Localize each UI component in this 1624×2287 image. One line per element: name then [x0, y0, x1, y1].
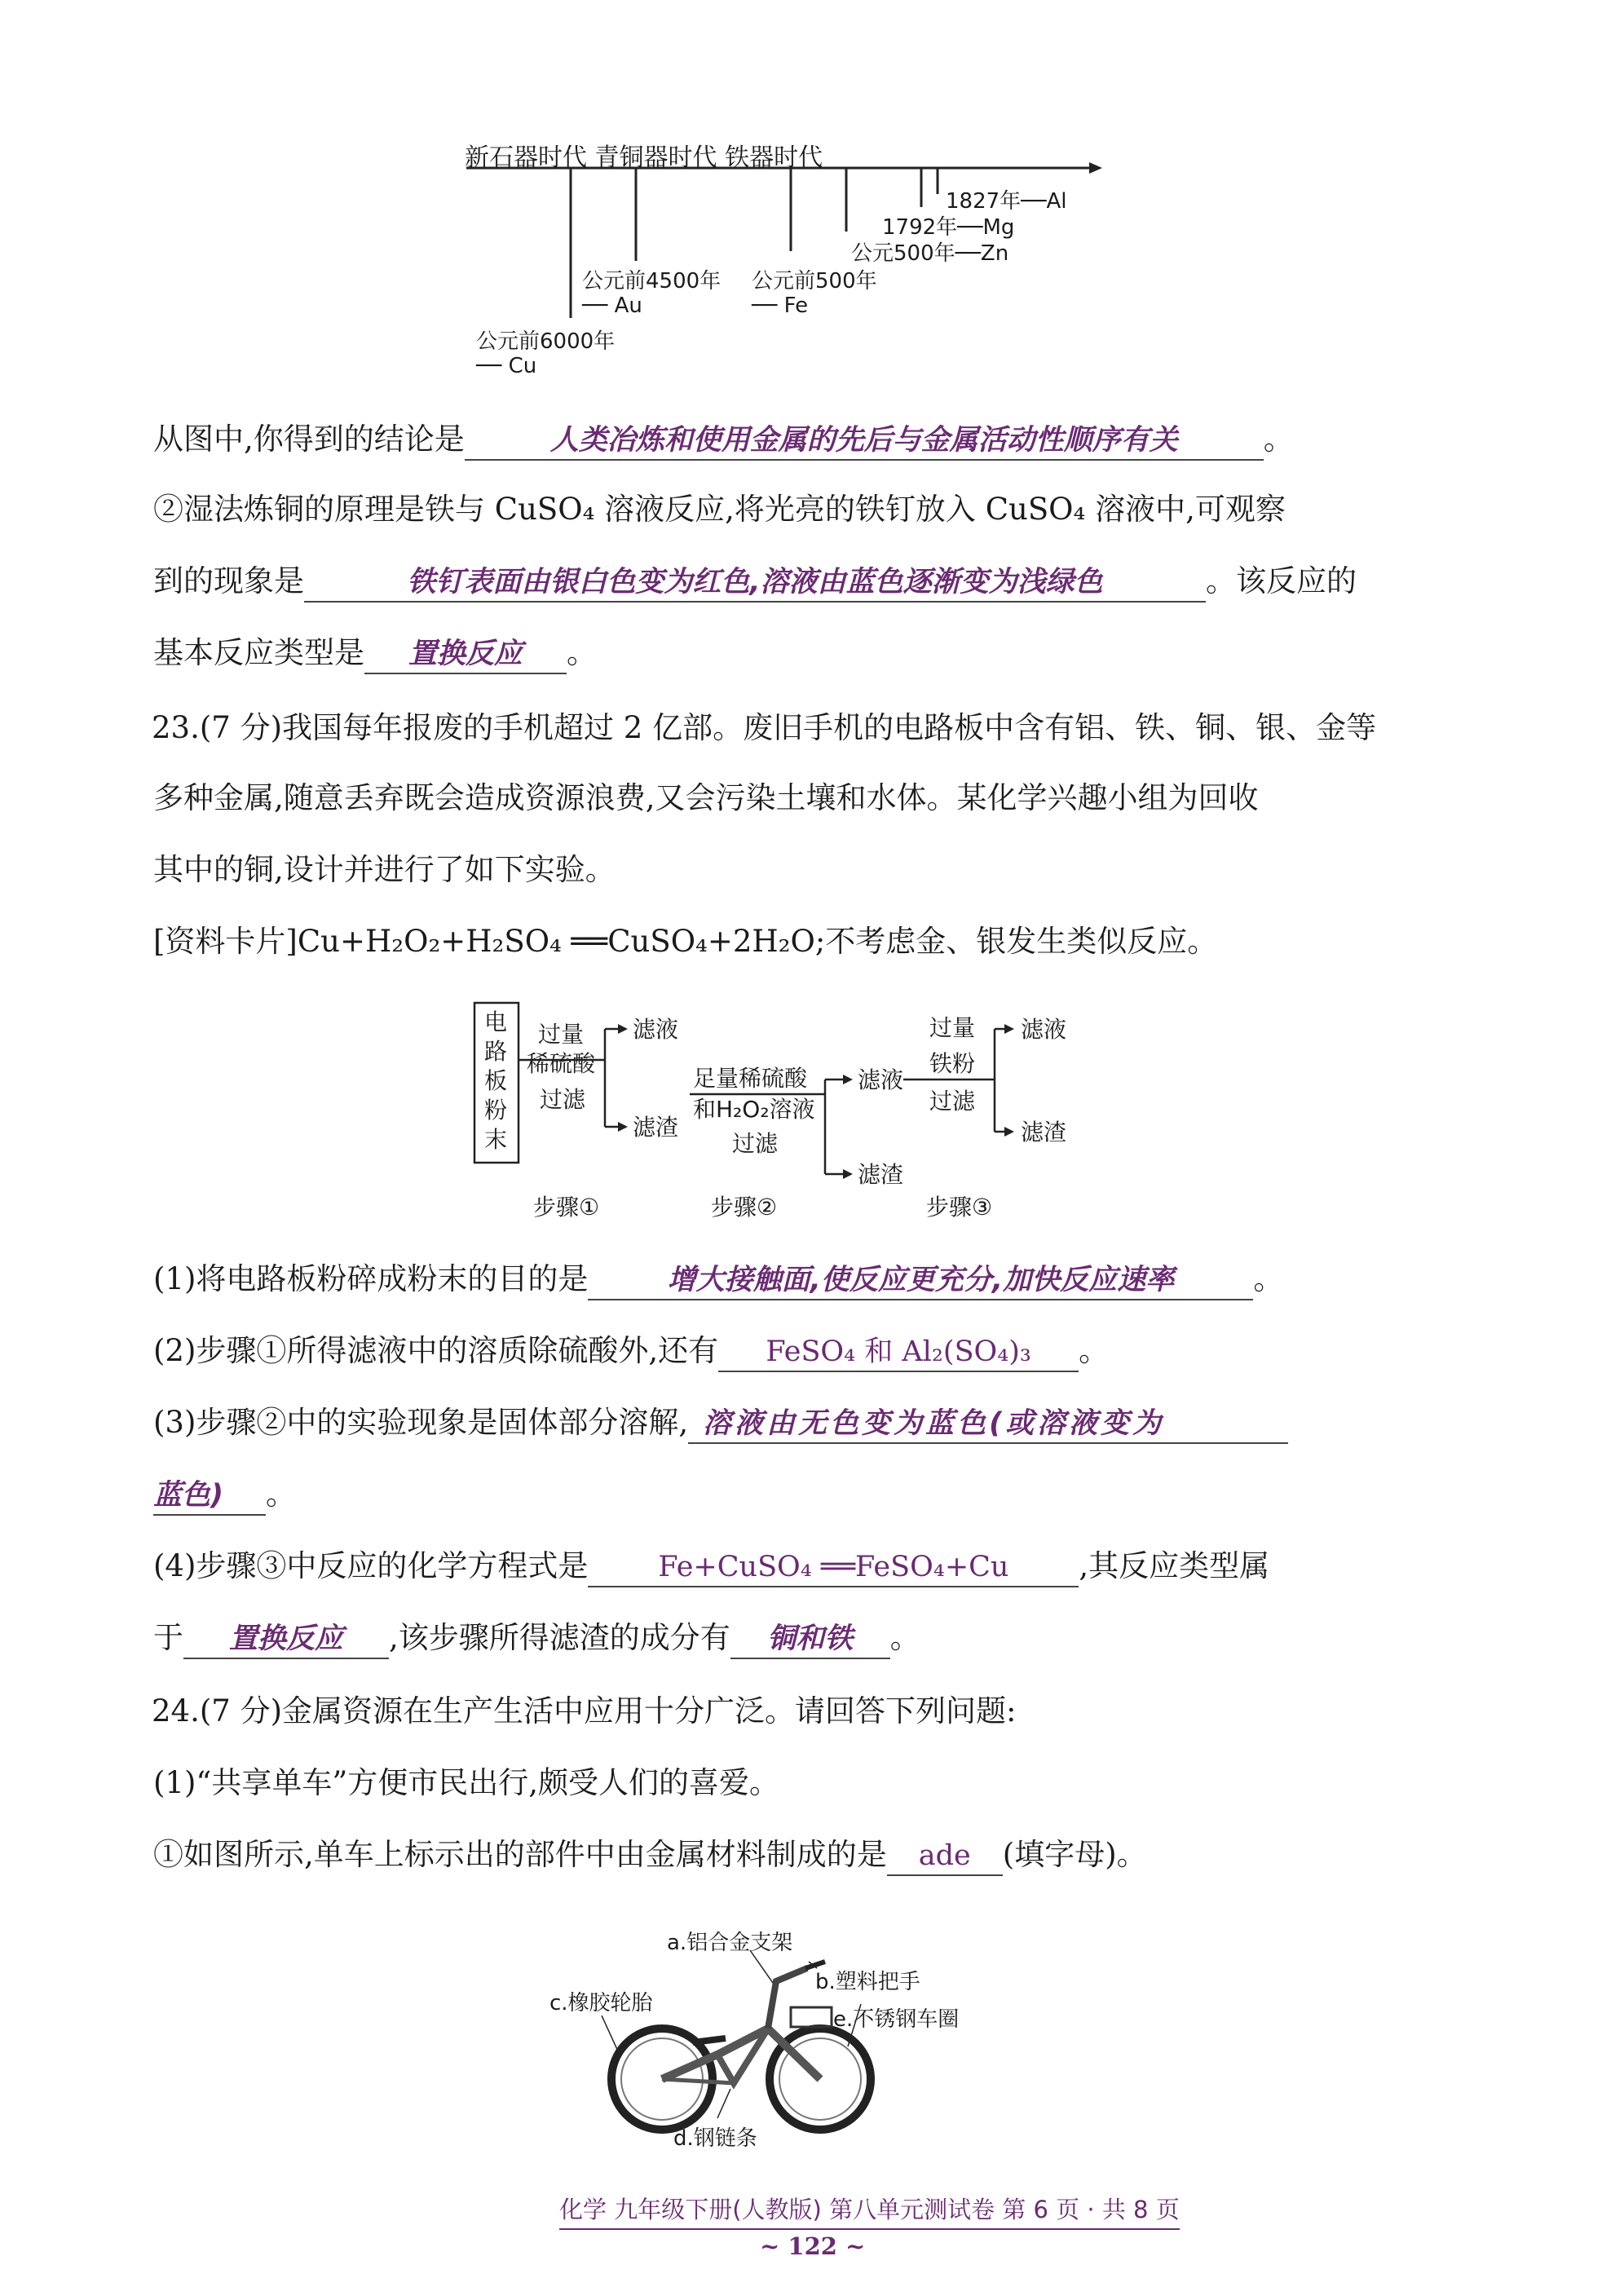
flow-step2-label: 步骤②: [711, 1194, 778, 1221]
answer-reaction-type-2: 置换反应: [183, 1620, 389, 1659]
q23-part3: (3)步骤②中的实验现象是固体部分溶解, 溶液由无色变为蓝色(或溶液变为: [153, 1402, 1288, 1444]
flow-s2-reagent1: 足量稀硫酸: [693, 1065, 808, 1092]
page-number: ~ 122 ~: [760, 2232, 866, 2260]
flow-start-circuit-board: 电路板粉末: [484, 1009, 508, 1153]
flow-residue1: 滤渣: [633, 1114, 679, 1141]
q23-part2: (2)步骤①所得滤液中的溶质除硫酸外,还有 FeSO₄ 和 Al₂(SO₄)₃ 。: [153, 1331, 1109, 1372]
answer-conclusion: 人类冶炼和使用金属的先后与金属活动性顺序有关: [465, 422, 1264, 461]
flow-step1-label: 步骤①: [533, 1194, 600, 1221]
label-cu-year: 公元前6000年: [476, 329, 616, 354]
flow-s2-filter: 过滤: [732, 1130, 779, 1157]
label-mg: 1792年──Mg: [882, 215, 1015, 240]
q22-part2-line1: ②湿法炼铜的原理是铁与 CuSO₄ 溶液反应,将光亮的铁钉放入 CuSO₄ 溶液中,可观察: [153, 492, 1286, 527]
label-fe-year: 公元前500年: [752, 269, 877, 294]
flow-residue2: 滤渣: [858, 1161, 904, 1188]
answer-residue-components: 铜和铁: [730, 1620, 890, 1659]
label-au-year: 公元前4500年: [582, 269, 722, 294]
flow-s3-reagent2: 铁粉: [929, 1050, 976, 1077]
q22-part3: 基本反应类型是 置换反应 。: [153, 633, 597, 674]
page-footer: 化学 九年级下册(人教版) 第八单元测试卷 第 6 页 · 共 8 页: [559, 2192, 1180, 2230]
label-fe: ── Fe: [752, 294, 809, 318]
label-au: ── Au: [582, 294, 642, 318]
q23-part3-continued: 蓝色) 。: [153, 1474, 296, 1516]
label-al: 1827年──Al: [946, 189, 1067, 214]
answer-step2-phenomenon: 溶液由无色变为蓝色(或溶液变为: [688, 1405, 1288, 1444]
bike-label-tire: c.橡胶轮胎: [549, 1991, 653, 2015]
label-cu: ── Cu: [476, 354, 537, 378]
answer-equation: Fe+CuSO₄ ══FeSO₄+Cu: [588, 1548, 1079, 1587]
bike-label-chain: d.钢链条: [673, 2126, 757, 2151]
q24-part1: (1)“共享单车”方便市民出行,颇受人们的喜爱。: [153, 1765, 780, 1800]
flow-filtrate1: 滤液: [633, 1016, 679, 1043]
q22-part2-line2: 到的现象是 铁钉表面由银白色变为红色,溶液由蓝色逐渐变为浅绿色 。该反应的: [153, 561, 1357, 603]
flow-s2-reagent2: 和H₂O₂溶液: [693, 1096, 815, 1123]
flow-s1-filter: 过滤: [540, 1086, 586, 1113]
q23-data-card: [资料卡片]Cu+H₂O₂+H₂SO₄ ══CuSO₄+2H₂O;不考虑金、银发生类似反应。: [153, 924, 1218, 959]
flow-filtrate2: 滤液: [858, 1066, 904, 1093]
flow-filtrate3: 滤液: [1021, 1016, 1067, 1043]
q22-conclusion: 从图中,你得到的结论是 人类冶炼和使用金属的先后与金属活动性顺序有关 。: [153, 419, 1294, 461]
flow-s1-reagent1: 过量: [538, 1021, 585, 1048]
bike-label-frame: a.铝合金支架: [667, 1931, 793, 1955]
flow-s3-reagent1: 过量: [929, 1014, 976, 1041]
answer-grinding-purpose: 增大接触面,使反应更充分,加快反应速率: [588, 1261, 1253, 1300]
label-zn: 公元500年──Zn: [851, 241, 1009, 266]
flow-s3-filter: 过滤: [929, 1088, 976, 1115]
answer-phenomenon: 铁钉表面由银白色变为红色,溶液由蓝色逐渐变为浅绿色: [304, 563, 1206, 603]
flow-s1-reagent2: 稀硫酸: [527, 1050, 596, 1077]
q23-part4: (4)步骤③中反应的化学方程式是 Fe+CuSO₄ ══FeSO₄+Cu ,其反应类型属: [153, 1546, 1269, 1587]
q24-part1-question: ①如图所示,单车上标示出的部件中由金属材料制成的是 ade (填字母)。: [153, 1834, 1147, 1876]
flow-residue3: 滤渣: [1021, 1119, 1067, 1146]
bike-label-handle: b.塑料把手: [815, 1970, 920, 1994]
q23-part5: 于 置换反应 ,该步骤所得滤渣的成分有 铜和铁 。: [153, 1618, 920, 1659]
answer-reaction-type: 置换反应: [364, 635, 567, 674]
answer-metal-parts: ade: [887, 1837, 1003, 1876]
answer-step2-phenomenon-end: 蓝色): [153, 1477, 266, 1516]
flow-step3-label: 步骤③: [926, 1194, 993, 1221]
q23-intro-line1: 23.(7 分)我国每年报废的手机超过 2 亿部。废旧手机的电路板中含有铝、铁、铜、银、金等: [152, 710, 1377, 745]
bike-label-rim: e.不锈钢车圈: [833, 2007, 960, 2032]
answer-solutes: FeSO₄ 和 Al₂(SO₄)₃: [718, 1333, 1079, 1372]
q24-intro: 24.(7 分)金属资源在生产生活中应用十分广泛。请回答下列问题:: [152, 1693, 1017, 1728]
q23-part1: (1)将电路板粉碎成粉末的目的是 增大接触面,使反应更充分,加快反应速率 。: [153, 1259, 1283, 1300]
timeline-eras: 新石器时代 青铜器时代 铁器时代: [465, 143, 823, 172]
q23-intro-line2: 多种金属,随意丢弃既会造成资源浪费,又会污染土壤和水体。某化学兴趣小组为回收: [153, 780, 1259, 815]
q23-intro-line3: 其中的铜,设计并进行了如下实验。: [153, 852, 616, 887]
